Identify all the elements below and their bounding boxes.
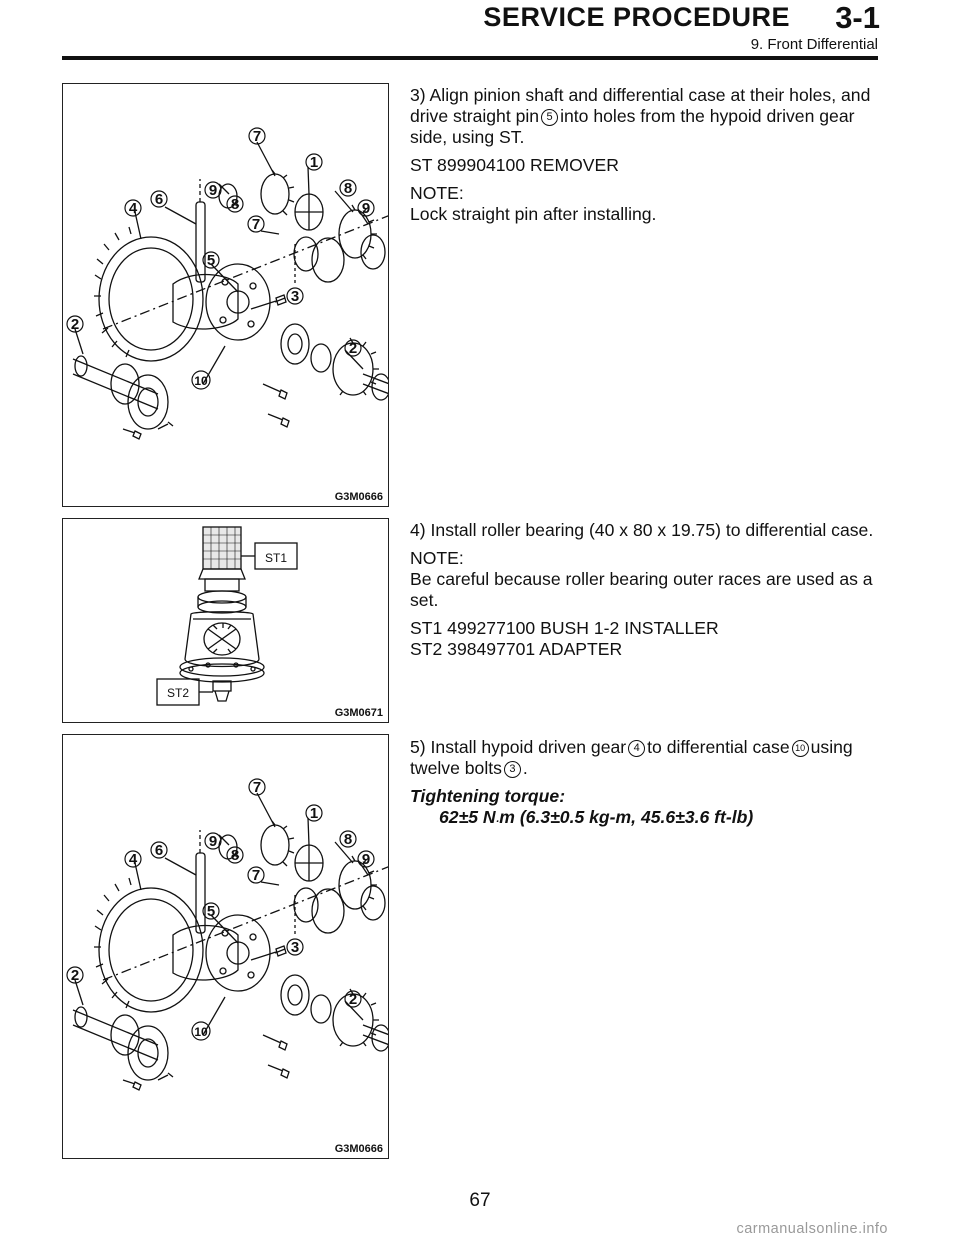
step-3-note: NOTE: Lock straight pin after installing. bbox=[410, 183, 657, 224]
step-3 bbox=[410, 85, 882, 232]
page-number: 67 bbox=[469, 1190, 491, 1211]
callout-2: 2 bbox=[70, 967, 80, 984]
section-number: 3-1 bbox=[835, 0, 880, 35]
torque-value: 62±5 N·m (6.3±0.5 kg-m, 45.6±3.6 ft-lb) bbox=[439, 807, 754, 828]
step-5-torque bbox=[410, 786, 882, 833]
bearing-install-diagram bbox=[63, 519, 388, 722]
step-4 bbox=[410, 520, 882, 667]
exploded-diagram-1 bbox=[63, 84, 388, 506]
ref-differential-case: 10 bbox=[792, 740, 809, 757]
section-title: SERVICE PROCEDURE bbox=[483, 2, 790, 32]
callout-4: 4 bbox=[128, 851, 138, 868]
callout-8: 8 bbox=[230, 196, 240, 213]
callout-st2: ST2 bbox=[166, 686, 190, 700]
exploded-diagram-2 bbox=[63, 735, 388, 1158]
step-4-note: NOTE: Be careful because roller bearing outer races are used as a set. bbox=[410, 548, 873, 610]
callout-8: 8 bbox=[343, 180, 353, 197]
ref-bolts: 3 bbox=[504, 761, 521, 778]
step-3-tool: ST 899904100 REMOVER bbox=[410, 155, 619, 175]
callout-7: 7 bbox=[252, 779, 262, 796]
callout-8: 8 bbox=[343, 831, 353, 848]
callout-6: 6 bbox=[154, 191, 164, 208]
callout-1: 1 bbox=[309, 805, 319, 822]
step-4-instruction: 4) Install roller bearing (40 x 80 x 19.75) to differential case. bbox=[410, 520, 874, 540]
callout-9: 9 bbox=[361, 851, 371, 868]
figure-code: G3M0666 bbox=[334, 491, 383, 503]
callout-5: 5 bbox=[206, 903, 216, 920]
torque-label: Tightening torque: bbox=[410, 786, 566, 806]
figure-bearing-install bbox=[62, 518, 389, 723]
figure-code: G3M0666 bbox=[334, 1143, 383, 1155]
callout-2: 2 bbox=[348, 991, 358, 1008]
callout-6: 6 bbox=[154, 842, 164, 859]
ref-straight-pin: 5 bbox=[541, 109, 558, 126]
callout-8: 8 bbox=[230, 847, 240, 864]
callout-9: 9 bbox=[361, 200, 371, 217]
step-5 bbox=[410, 737, 882, 840]
callout-10: 10 bbox=[194, 374, 208, 388]
callout-7: 7 bbox=[251, 867, 261, 884]
callout-7: 7 bbox=[252, 128, 262, 145]
watermark-link[interactable]: carmanualsonline.info bbox=[736, 1221, 888, 1237]
callout-4: 4 bbox=[128, 200, 138, 217]
step-3-instruction: 3) Align pinion shaft and differential case at their holes, and drive straight pin 5 into holes from the hypoid driven gear side, using ST. bbox=[410, 85, 871, 147]
callout-3: 3 bbox=[290, 939, 300, 956]
section-subtitle: 9. Front Differential bbox=[750, 36, 878, 53]
step-4-tools: ST1 499277100 BUSH 1-2 INSTALLER ST2 398497701 ADAPTER bbox=[410, 618, 719, 659]
callout-2: 2 bbox=[348, 340, 358, 357]
callout-10: 10 bbox=[194, 1025, 208, 1039]
callout-3: 3 bbox=[290, 288, 300, 305]
callout-5: 5 bbox=[206, 252, 216, 269]
figure-code: G3M0671 bbox=[334, 707, 383, 719]
step-5-instruction: 5) Install hypoid driven gear 4 to differential case 10 using twelve bolts 3 . bbox=[410, 737, 853, 778]
callout-9: 9 bbox=[208, 833, 218, 850]
callout-2: 2 bbox=[70, 316, 80, 333]
figure-exploded-differential-1 bbox=[62, 83, 389, 507]
ref-hypoid-driven-gear: 4 bbox=[628, 740, 645, 757]
callout-st1: ST1 bbox=[264, 551, 288, 565]
figure-exploded-differential-2 bbox=[62, 734, 389, 1159]
header-rule bbox=[62, 56, 878, 60]
callout-1: 1 bbox=[309, 154, 319, 171]
callout-9: 9 bbox=[208, 182, 218, 199]
callout-7: 7 bbox=[251, 216, 261, 233]
